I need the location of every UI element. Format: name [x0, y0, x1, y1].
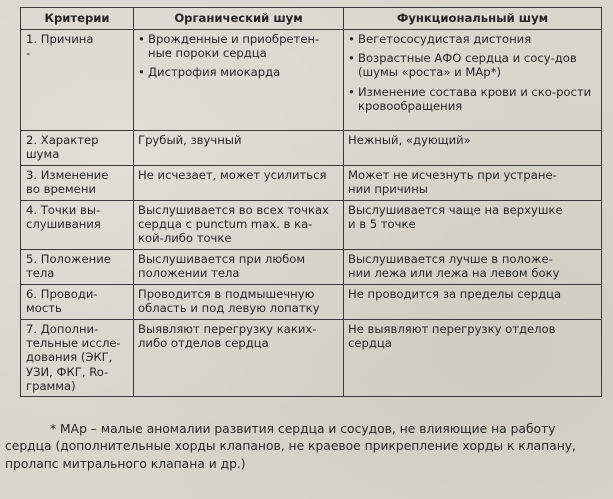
criterion-text: 5. Положение [26, 252, 111, 266]
bullet-icon: • [348, 32, 355, 46]
header-criteria: Критерии [21, 8, 134, 30]
table-row [21, 131, 602, 166]
cell-line: нии лежа или лежа на левом боку [348, 266, 560, 281]
list-item-text: Дистрофия миокарда [148, 65, 281, 80]
criterion-cell [21, 250, 134, 285]
criterion-text: 6. Проводи- [26, 287, 98, 301]
criterion-cell [21, 285, 134, 320]
criterion-cell [21, 30, 134, 131]
organic-cell: Грубый, звучный [134, 131, 344, 166]
functional-cell [344, 166, 602, 201]
cell-line: Может не исчезнуть при устране- [348, 168, 557, 182]
list-item-text: Вегетососудистая дистония [358, 32, 532, 46]
list-item [348, 51, 597, 79]
table-row [21, 30, 602, 131]
list-item-text: Врожденные и приобретен-ные пороки сердца [148, 32, 320, 61]
organic-cell [134, 30, 344, 131]
functional-cell [344, 30, 602, 131]
cell-line: либо отделов сердца [138, 336, 269, 351]
criterion-text: 4. Точки вы- [26, 203, 101, 217]
footnote [5, 421, 607, 473]
cell-line: кой-либо точке [138, 231, 232, 246]
functional-cell: Не проводится за пределы сердца [344, 285, 602, 320]
bullet-icon: • [138, 32, 145, 46]
criterion-text: дования (ЭКГ, [26, 350, 113, 365]
list-item [348, 32, 597, 46]
cell-line: сердца с punctum max. в ка- [138, 217, 313, 232]
organic-cell [134, 250, 344, 285]
list-item [348, 85, 597, 113]
cell-line: и в 5 точке [348, 217, 416, 232]
criterion-text: тела [26, 266, 55, 281]
criterion-text: тельные иссле- [26, 336, 121, 351]
cell-line: нии причины [348, 182, 428, 197]
table-header-row [21, 8, 602, 30]
list-item [138, 65, 339, 79]
footnote-line: сердца (дополнительные хорды клапанов, не краевое прикрепление хорды к клапану, [5, 439, 576, 454]
footnote-line: * МАр – малые аномалии развития сердца и сосудов, не влияющие на работу [50, 422, 556, 436]
criterion-text: во времени [26, 182, 96, 197]
bullet-icon: • [348, 84, 355, 99]
organic-cell: Не исчезает, может усилиться [134, 166, 344, 201]
list-item-text: Изменение состава крови и ско-рости кровообращения [358, 84, 592, 113]
cell-line: область и под левую лопатку [138, 301, 320, 316]
bullet-icon: • [348, 51, 355, 66]
cell-line: Выслушивается лучше в положе- [348, 252, 553, 266]
list-item [138, 32, 339, 60]
cell-line: положении тела [138, 266, 240, 281]
bullet-icon: • [138, 65, 145, 80]
criterion-text: шума [26, 147, 60, 162]
header-organic-murmur: Органический шум [134, 8, 344, 30]
criterion-text: мость [26, 301, 62, 316]
criterion-text: 3. Изменение [26, 168, 109, 182]
cell-line: Проводится в подмышечную [138, 287, 315, 301]
criterion-text: 7. Дополни- [26, 322, 99, 336]
footnote-line: пролапс митрального клапана и др.) [5, 456, 246, 471]
criterion-cell [21, 201, 134, 250]
criterion-text: - [26, 46, 31, 61]
table-row [21, 201, 602, 250]
table-row [21, 250, 602, 285]
list-item-text: Возрастные АФО сердца и сосу-дов (шумы «роста» и МАр*) [358, 51, 577, 80]
cell-line: Не выявляют перегрузку отделов [348, 322, 556, 336]
murmur-comparison-table [20, 7, 602, 397]
criterion-cell [21, 166, 134, 201]
cell-line: Выслушивается во всех точках [138, 203, 329, 217]
organic-cell [134, 201, 344, 250]
table-row [21, 166, 602, 201]
criterion-cell [21, 320, 134, 397]
criterion-text: грамма) [26, 378, 76, 393]
cell-line: Выслушивается при любом [138, 252, 306, 266]
functional-cell: Нежный, «дующий» [344, 131, 602, 166]
cell-line: сердца [348, 336, 392, 351]
functional-cell [344, 320, 602, 397]
criterion-text: 1. Причина [26, 32, 94, 46]
header-functional-murmur: Функциональный шум [344, 8, 602, 30]
criterion-text: 2. Характер [26, 133, 99, 147]
cell-line: Выявляют перегрузку каких- [138, 322, 317, 336]
criterion-text: слушивания [26, 217, 101, 232]
functional-cell [344, 201, 602, 250]
organic-cell [134, 285, 344, 320]
functional-cell [344, 250, 602, 285]
table-row [21, 320, 602, 397]
criterion-cell [21, 131, 134, 166]
organic-cell [134, 320, 344, 397]
table-row [21, 285, 602, 320]
criterion-text: УЗИ, ФКГ, Ro- [26, 364, 109, 379]
cell-line: Выслушивается чаще на верхушке [348, 203, 563, 217]
